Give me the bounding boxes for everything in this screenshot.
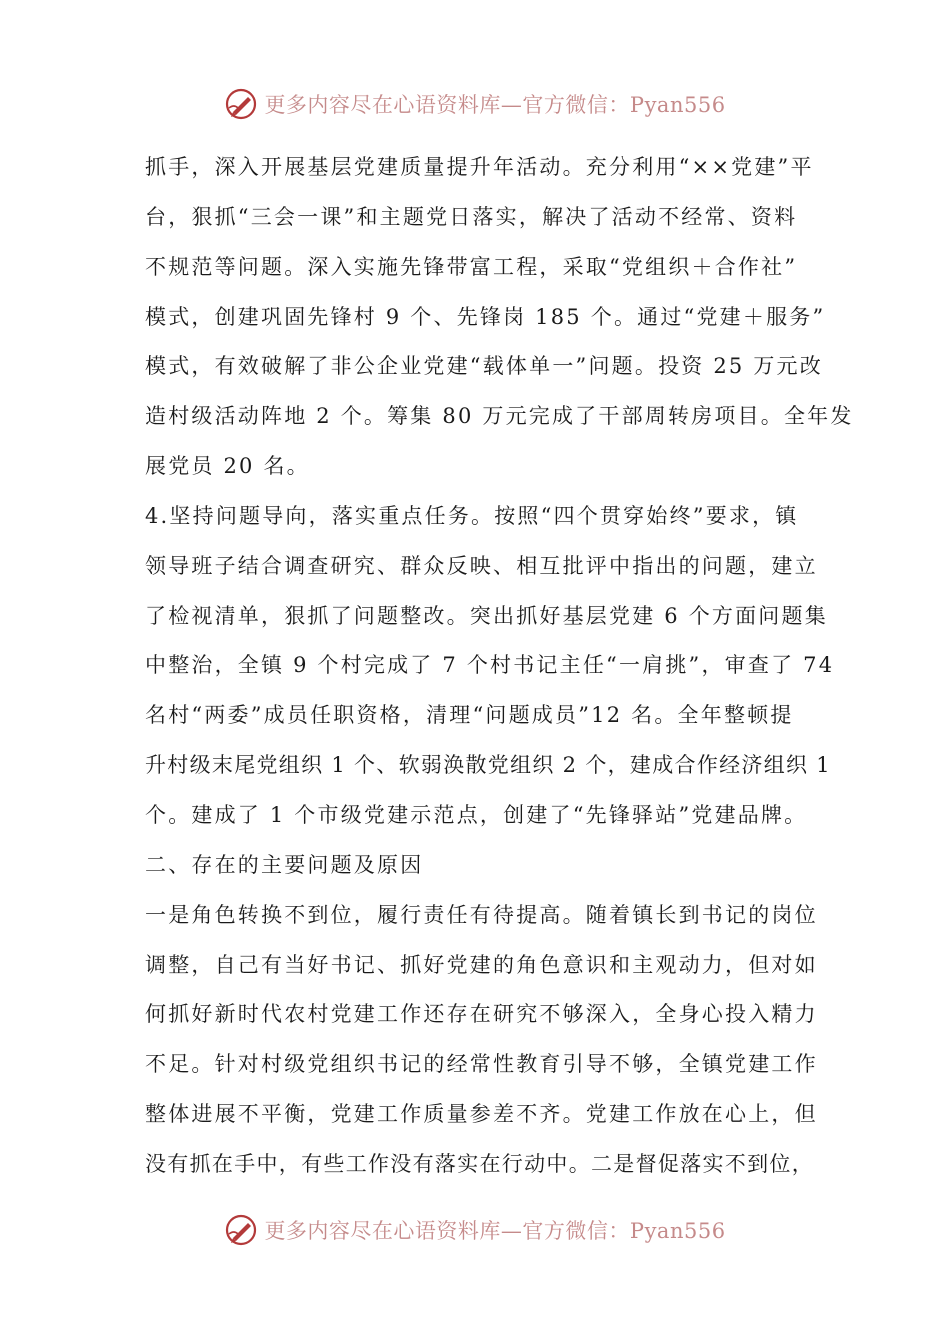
- body-line: 名村“两委”成员任职资格，清理“问题成员”12 名。全年整顿提: [145, 703, 794, 728]
- body-line: 一是角色转换不到位，履行责任有待提高。随着镇长到书记的岗位: [145, 902, 818, 927]
- body-line: 不规范等问题。深入实施先锋带富工程，采取“党组织＋合作社”: [145, 254, 798, 279]
- document-body: [145, 143, 854, 1190]
- header-banner-text: 更多内容尽在心语资料库—官方微信：Pyan556: [264, 93, 726, 117]
- body-line: 中整治，全镇 9 个村完成了 7 个村书记主任“一肩挑”，审查了 74: [145, 653, 835, 678]
- body-line: 个。建成了 1 个市级党建示范点，创建了“先锋驿站”党建品牌。: [145, 802, 808, 827]
- body-line: 调整，自己有当好书记、抓好党建的角色意识和主观动力，但对如: [145, 952, 818, 977]
- body-line: 何抓好新时代农村党建工作还存在研究不够深入，全身心投入精力: [145, 1002, 818, 1027]
- section-heading-2: 二、存在的主要问题及原因: [145, 852, 424, 877]
- section-heading-4: 4.坚持问题导向，落实重点任务。按照“四个贯穿始终”要求，镇: [145, 503, 799, 528]
- body-line: 没有抓在手中，有些工作没有落实在行动中。二是督促落实不到位，: [145, 1151, 814, 1176]
- pen-circle-logo-icon: [224, 87, 258, 121]
- body-line: 整体进展不平衡，党建工作质量参差不齐。党建工作放在心上，但: [145, 1102, 818, 1127]
- body-line: 模式，创建巩固先锋村 9 个、先锋岗 185 个。通过“党建＋服务”: [145, 304, 826, 329]
- footer-banner-text: 更多内容尽在心语资料库—官方微信：Pyan556: [264, 1219, 726, 1243]
- header-banner: [0, 82, 950, 126]
- body-line: 抓手，深入开展基层党建质量提升年活动。充分利用“××党建”平: [145, 155, 814, 179]
- body-line: 展党员 20 名。: [145, 454, 310, 479]
- footer-banner: [0, 1208, 950, 1252]
- body-line: 模式，有效破解了非公企业党建“载体单一”问题。投资 25 万元改: [145, 354, 823, 379]
- body-line: 造村级活动阵地 2 个。筹集 80 万元完成了干部周转房项目。全年发: [145, 404, 854, 429]
- body-line: 不足。针对村级党组织书记的经常性教育引导不够，全镇党建工作: [145, 1052, 818, 1077]
- pen-circle-logo-icon: [224, 1213, 258, 1247]
- body-line: 台，狠抓“三会一课”和主题党日落实，解决了活动不经常、资料: [145, 204, 798, 229]
- body-line: 升村级末尾党组织 1 个、软弱涣散党组织 2 个，建成合作经济组织 1: [145, 753, 831, 778]
- body-line: 领导班子结合调查研究、群众反映、相互批评中指出的问题，建立: [145, 553, 818, 578]
- body-line: 了检视清单，狠抓了问题整改。突出抓好基层党建 6 个方面问题集: [145, 603, 828, 628]
